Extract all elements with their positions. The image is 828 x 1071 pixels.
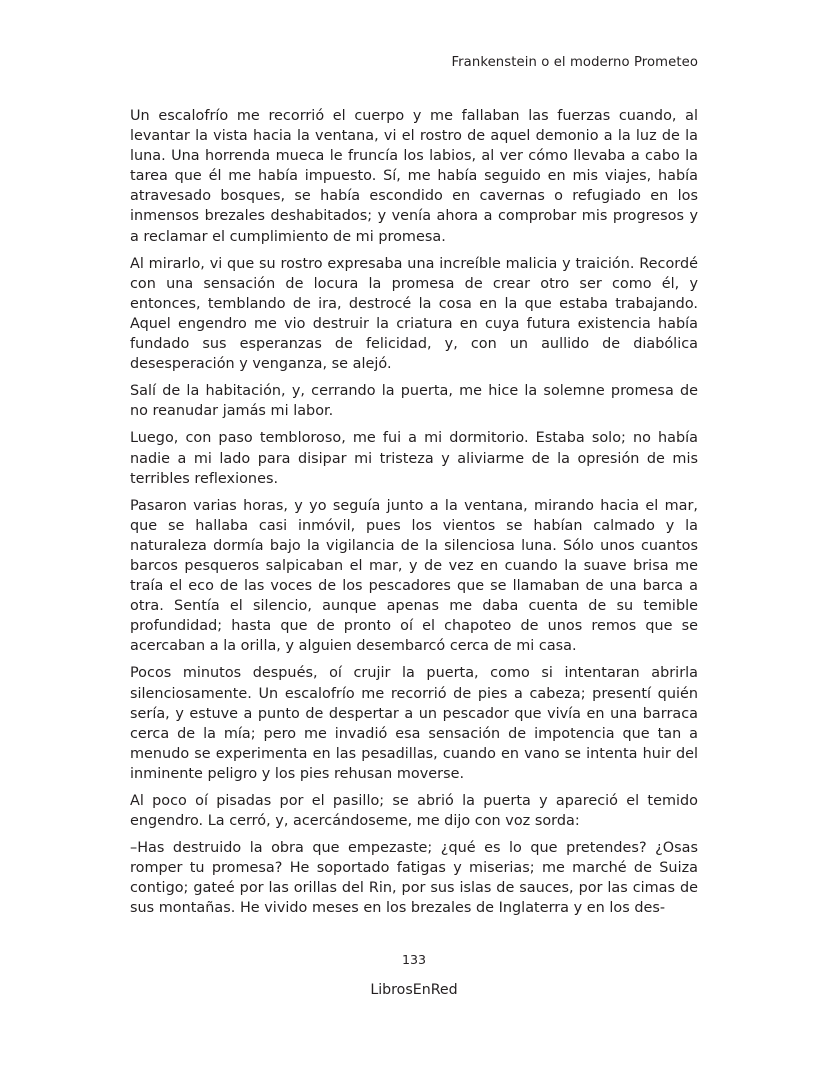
paragraph: Al mirarlo, vi que su rostro expresaba una increíble malicia y traición. Recordé con una sensación de locura la promesa de crear otro ser como él, y entonces, temblando de ira, destrocé la cosa en la que estaba trabajando. Aquel engendro me vio destruir la criatura en cuya futura existencia había fundado sus esperanzas de felicidad, y, con un aullido de diabólica desesperación y venganza, se alejó. <box>130 255 698 373</box>
paragraph: Luego, con paso tembloroso, me fui a mi dormitorio. Estaba solo; no había nadie a mi lado para disipar mi tristeza y aliviarme de la opresión de mis terribles reflexiones. <box>130 430 698 487</box>
paragraph: –Has destruido la obra que empezaste; ¿qué es lo que pretendes? ¿Osas romper tu promesa? He soportado fatigas y miserias; me marché de Suiza contigo; gateé por las orillas del Rin, por sus islas de sauces, por las cimas de sus montañas. He vivido meses en los brezales de Inglaterra y en los des- <box>130 840 698 917</box>
paragraph: Pocos minutos después, oí crujir la puerta, como si intentaran abrirla silenciosamente. Un escalofrío me recorrió de pies a cabeza; presentí quién sería, y estuve a punto de despertar a un pescador que vivía en una barraca cerca de la mía; pero me invadió esa sensación de impotencia que tan a menudo se experimenta en las pesadillas, cuando en vano se intenta huir del inminente peligro y los pies rehusan moverse. <box>130 665 698 782</box>
paragraph: Pasaron varias horas, y yo seguía junto a la ventana, mirando hacia el mar, que se hallaba casi inmóvil, pues los vientos se habían calmado y la naturaleza dormía bajo la vigilancia de la silenciosa luna. Sólo unos cuantos barcos pesqueros salpicaban el mar, y de vez en cuando la suave brisa me traía el eco de las voces de los pescadores que se llamaban de una barca a otra. Sentía el silencio, aunque apenas me daba cuenta de su temible profundidad; hasta que de pronto oí el chapoteo de unos remos que se acercaban a la orilla, y alguien desembarcó cerca de mi casa. <box>130 497 698 655</box>
body-text-block <box>130 106 698 919</box>
running-head: Frankenstein o el moderno Prometeo <box>451 55 698 70</box>
page-number: 133 <box>401 952 427 967</box>
paragraph: Un escalofrío me recorrió el cuerpo y me fallaban las fuerzas cuando, al levantar la vista hacia la ventana, vi el rostro de aquel demonio a la luz de la luna. Una horrenda mueca le fruncía los labios, al ver cómo llevaba a cabo la tarea que él me había impuesto. Sí, me había seguido en mis viajes, había atravesado bosques, se había escondido en cavernas o refugiado en los inmensos brezales deshabitados; y venía ahora a comprobar mis progresos y a reclamar el cumplimiento de mi promesa. <box>130 108 698 245</box>
paragraph: Salí de la habitación, y, cerrando la puerta, me hice la solemne promesa de no reanudar jamás mi labor. <box>130 383 698 420</box>
publisher-imprint: LibrosEnRed <box>370 982 458 998</box>
paragraph: Al poco oí pisadas por el pasillo; se abrió la puerta y apareció el temido engendro. La cerró, y, acercándoseme, me dijo con voz sorda: <box>130 793 698 830</box>
